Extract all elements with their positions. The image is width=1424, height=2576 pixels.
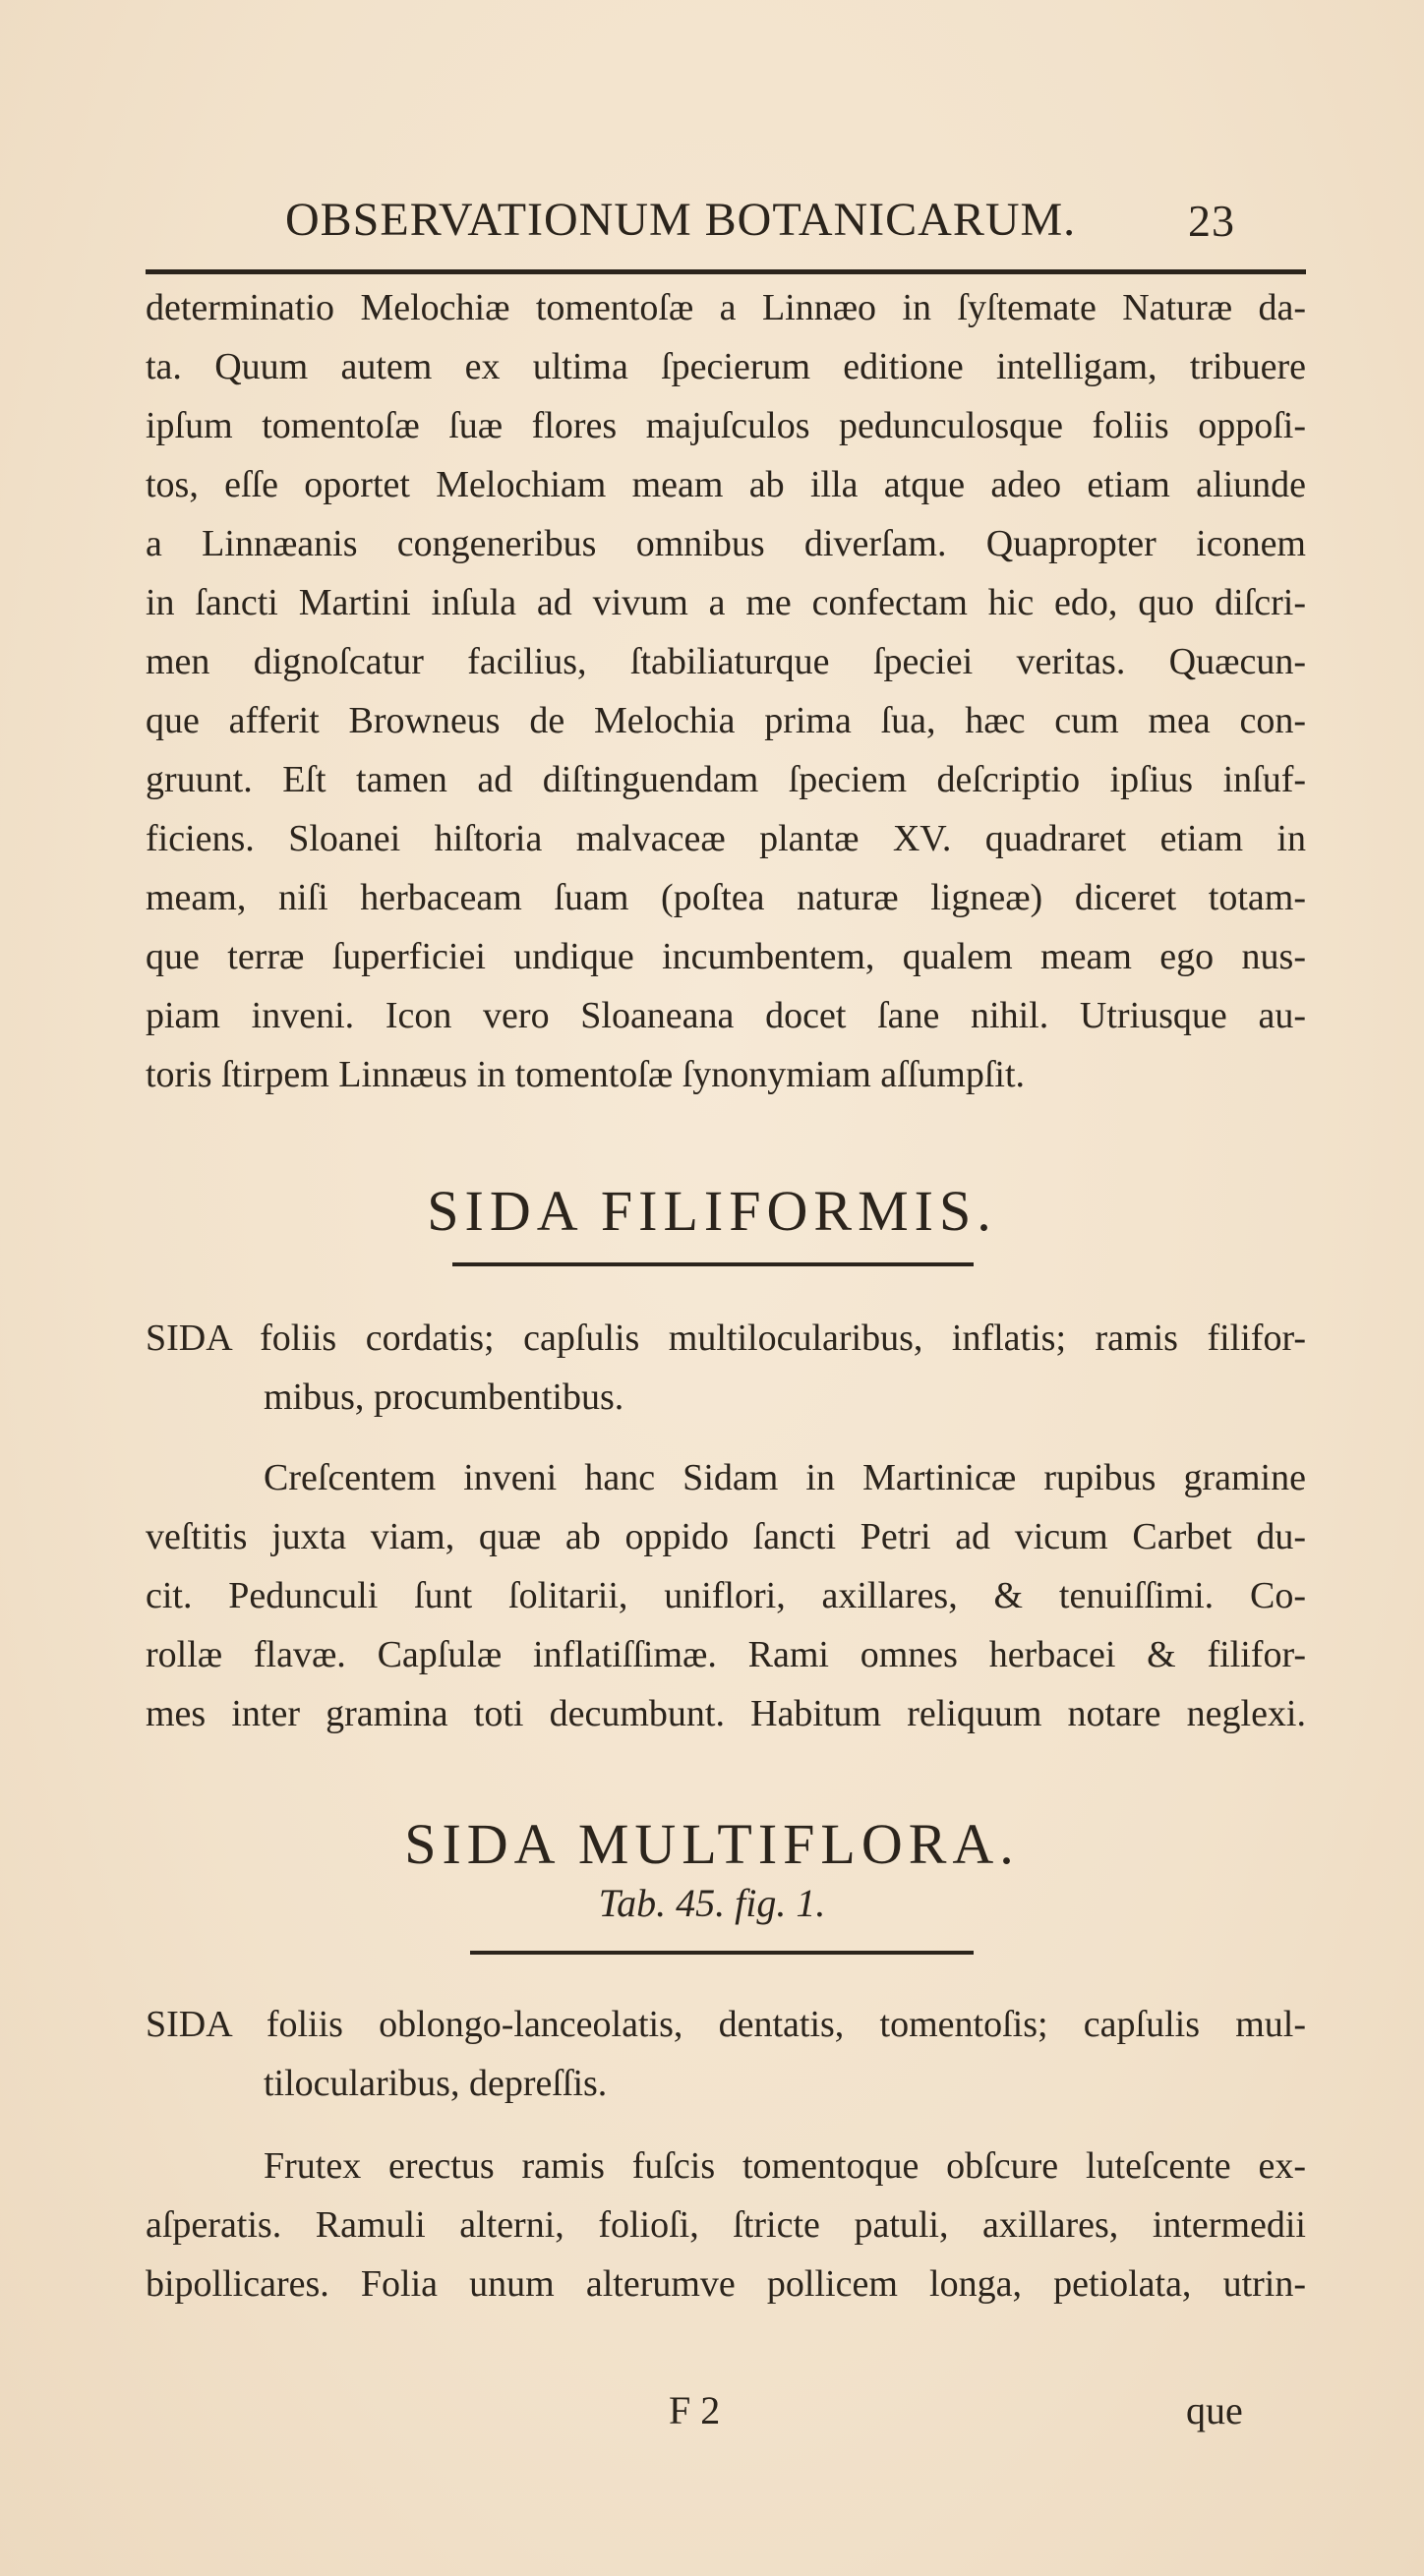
text-line: rollæ flavæ. Capſulæ inflatiſſimæ. Rami omnes herbacei & filifor- bbox=[146, 1634, 1306, 1675]
text-line: Frutex erectus ramis fuſcis tomentoque obſcure luteſcente ex- bbox=[264, 2145, 1306, 2187]
text-line: ta. Quum autem ex ultima ſpecierum editione intelligam, tribuere bbox=[146, 346, 1306, 387]
diagnosis-line: SIDA foliis cordatis; capſulis multilocularibus, inflatis; ramis filifor- bbox=[146, 1317, 1306, 1359]
text-line: veſtitis juxta viam, quæ ab oppido ſancti Petri ad vicum Carbet du- bbox=[146, 1516, 1306, 1557]
page-number: 23 bbox=[1188, 196, 1235, 246]
diagnosis-line: tilocularibus, depreſſis. bbox=[264, 2063, 608, 2104]
text-line: determinatio Melochiæ tomentoſæ a Linnæo in ſyſtemate Naturæ da- bbox=[146, 287, 1306, 328]
diagnosis-line: mibus, procumbentibus. bbox=[264, 1376, 624, 1418]
signature-mark: F 2 bbox=[669, 2388, 721, 2432]
text-line: toris ſtirpem Linnæus in tomentoſæ ſynonymiam aſſumpſit. bbox=[146, 1054, 1026, 1095]
text-line: a Linnæanis congeneribus omnibus diverſam. Quapropter iconem bbox=[146, 523, 1306, 564]
text-line: mes inter gramina toti decumbunt. Habitum reliquum notare neglexi. bbox=[146, 1693, 1306, 1734]
text-line: piam inveni. Icon vero Sloaneana docet ſane nihil. Utriusque au- bbox=[146, 995, 1306, 1036]
section-rule bbox=[470, 1951, 974, 1955]
text-line: aſperatis. Ramuli alterni, folioſi, ſtricte patuli, axillares, intermedii bbox=[146, 2204, 1306, 2246]
text-line: que terræ ſuperficiei undique incumbentem, qualem meam ego nus- bbox=[146, 936, 1306, 977]
text-line: tos, eſſe oportet Melochiam meam ab illa atque adeo etiam aliunde bbox=[146, 464, 1306, 505]
section-title-sida-filiformis: SIDA FILIFORMIS. bbox=[427, 1179, 997, 1243]
section-title-sida-multiflora: SIDA MULTIFLORA. bbox=[404, 1812, 1020, 1876]
text-line: que afferit Browneus de Melochia prima ſua, hæc cum mea con- bbox=[146, 700, 1306, 741]
text-line: cit. Pedunculi ſunt ſolitarii, uniflori, axillares, & tenuiſſimi. Co- bbox=[146, 1575, 1306, 1616]
running-title: OBSERVATIONUM BOTANICARUM. bbox=[285, 194, 1077, 246]
text-line: ficiens. Sloanei hiſtoria malvaceæ plantæ XV. quadraret etiam in bbox=[146, 818, 1306, 859]
plate-reference: Tab. 45. fig. 1. bbox=[598, 1881, 826, 1925]
catchword: que bbox=[1186, 2388, 1243, 2432]
text-line: in ſancti Martini inſula ad vivum a me confectam hic edo, quo diſcri- bbox=[146, 582, 1306, 623]
diagnosis-line: SIDA foliis oblongo-lanceolatis, dentatis, tomentoſis; capſulis mul- bbox=[146, 2004, 1306, 2045]
text-line: Creſcentem inveni hanc Sidam in Martinicæ rupibus gramine bbox=[264, 1457, 1306, 1498]
header-rule bbox=[146, 269, 1306, 274]
section-rule bbox=[452, 1262, 974, 1266]
text-line: bipollicares. Folia unum alterumve pollicem longa, petiolata, utrin- bbox=[146, 2263, 1306, 2305]
text-line: gruunt. Eſt tamen ad diſtinguendam ſpeciem deſcriptio ipſius inſuf- bbox=[146, 759, 1306, 800]
text-line: meam, niſi herbaceam ſuam (poſtea naturæ ligneæ) diceret totam- bbox=[146, 877, 1306, 918]
running-header bbox=[285, 193, 1269, 252]
text-line: ipſum tomentoſæ ſuæ flores majuſculos pedunculosque foliis oppoſi- bbox=[146, 405, 1306, 446]
text-line: men dignoſcatur facilius, ſtabiliaturque ſpeciei veritas. Quæcun- bbox=[146, 641, 1306, 682]
